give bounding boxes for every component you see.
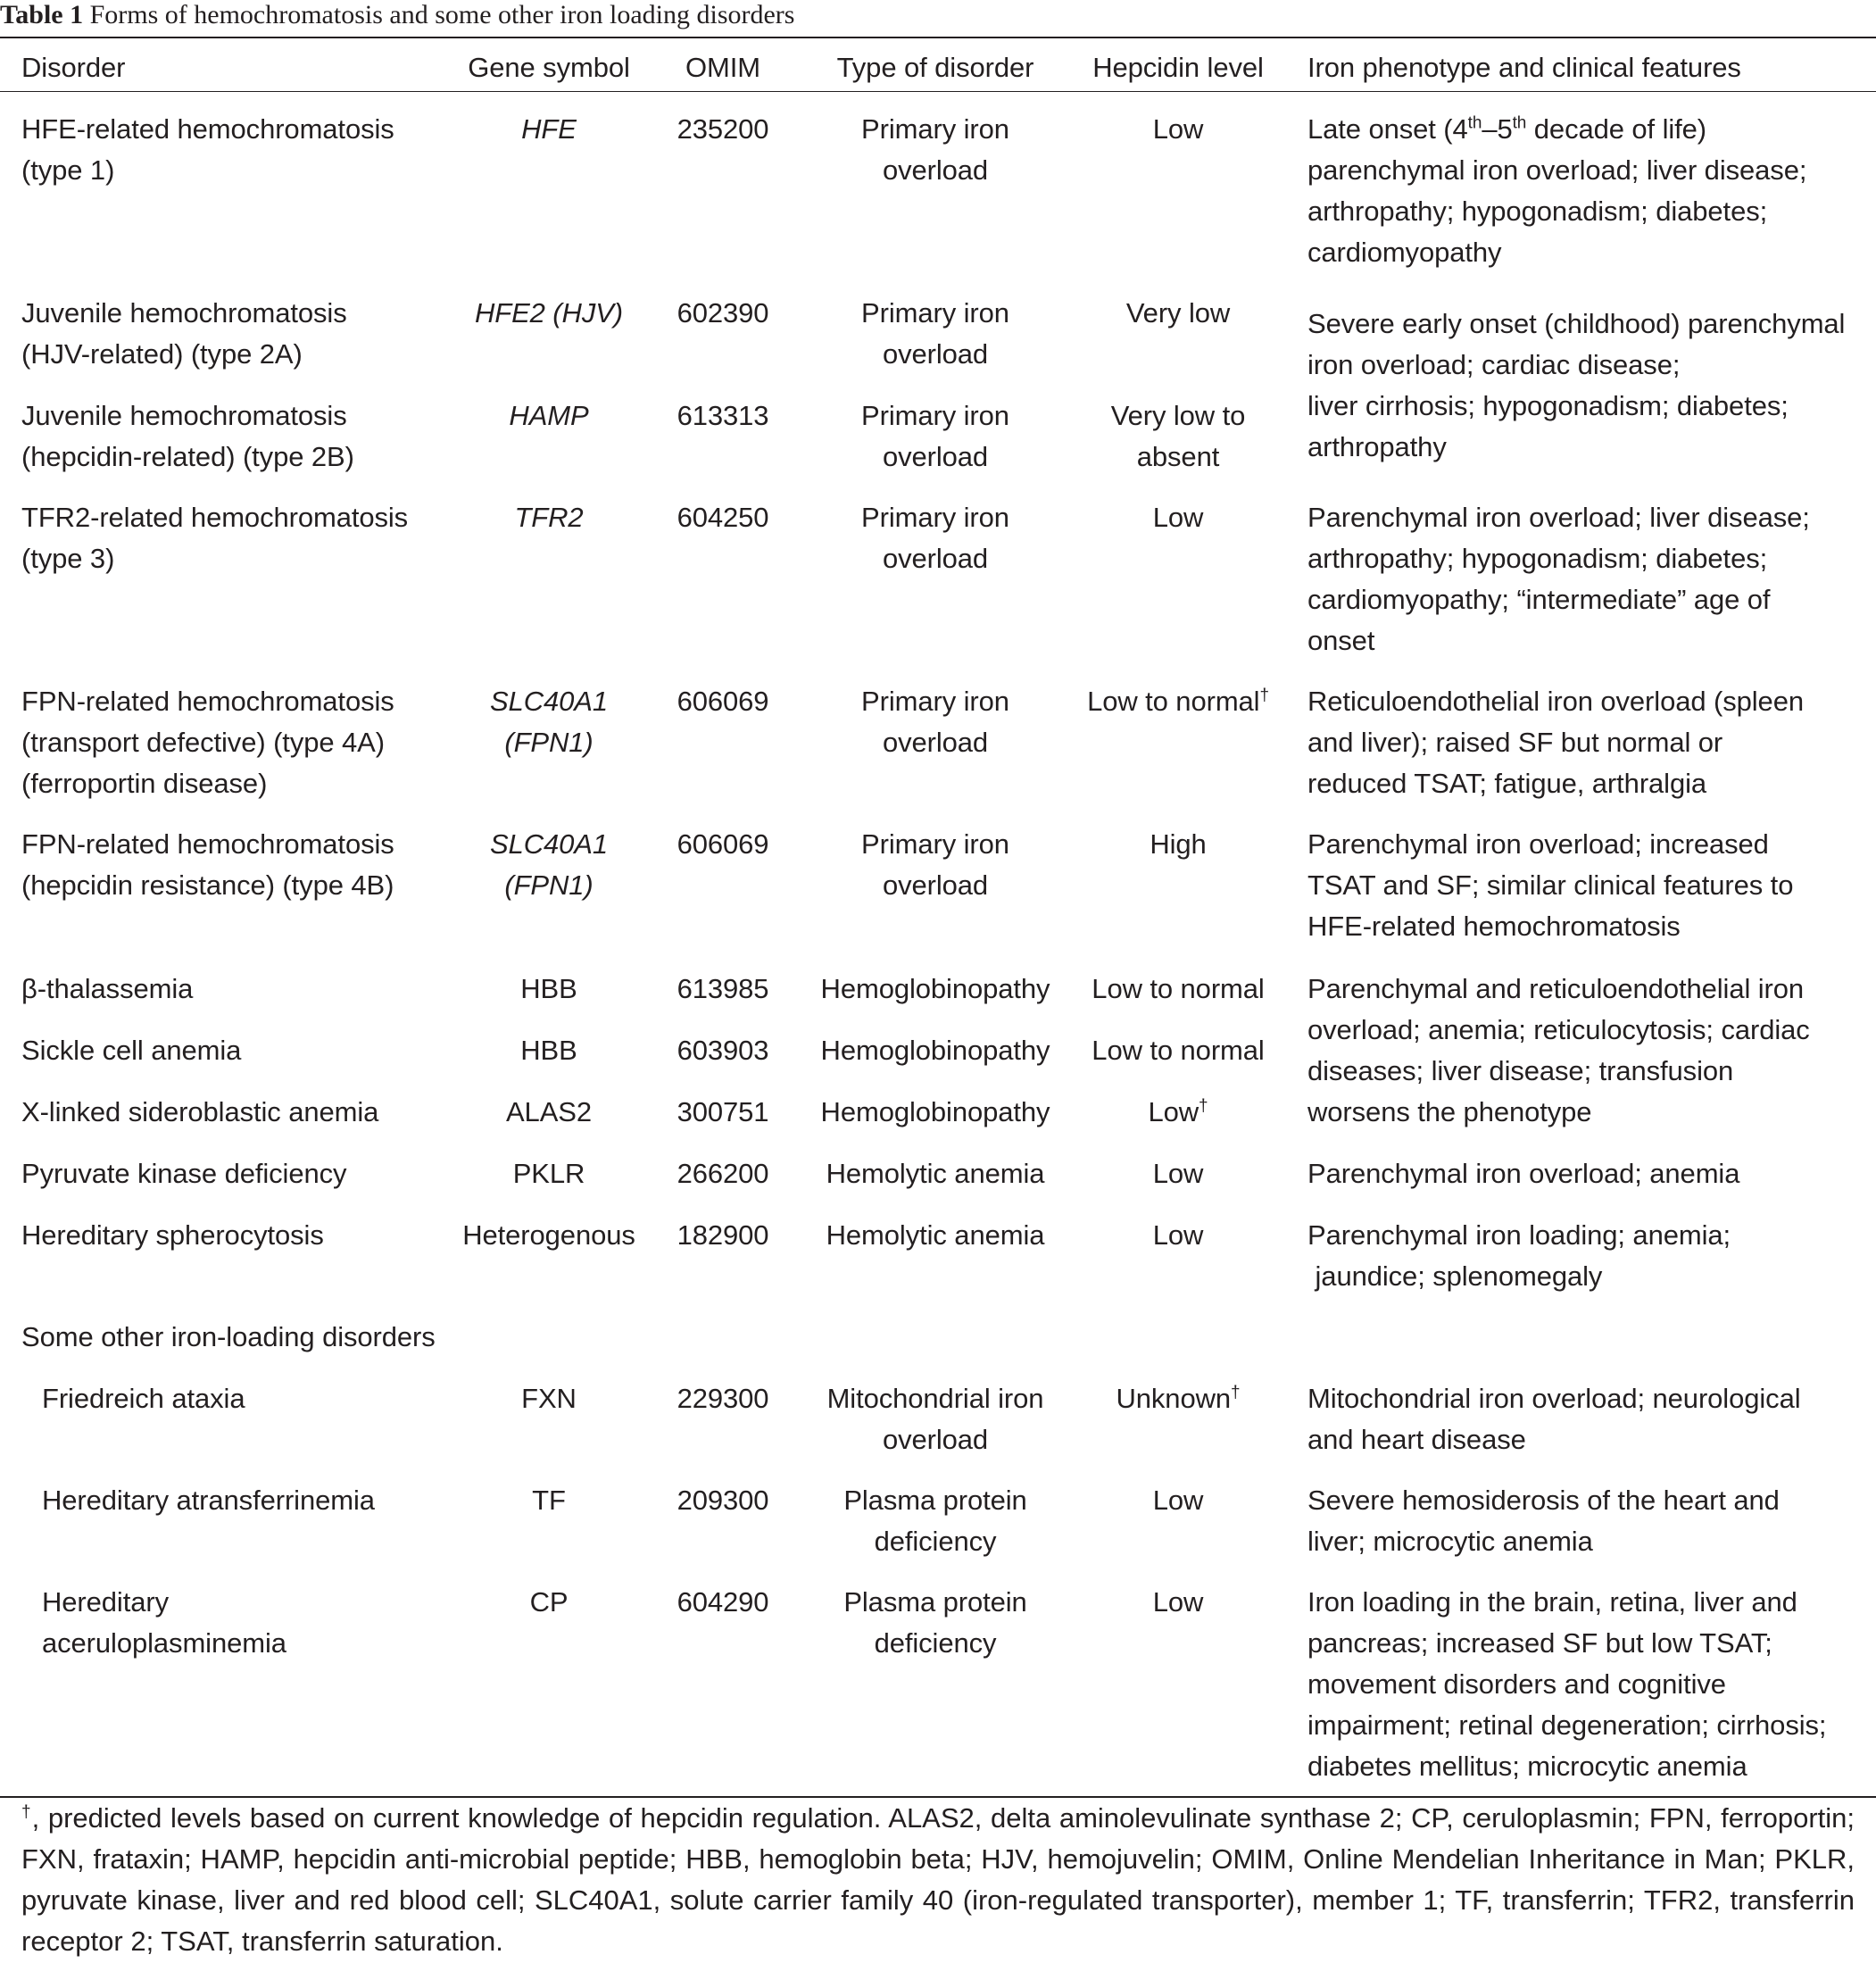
gene-symbol: Heterogenous — [462, 1219, 635, 1251]
omim-number: 606069 — [677, 828, 769, 860]
table-row-disorder: Friedreich ataxia — [42, 1383, 245, 1414]
disorder-type: Hemolytic anemia — [826, 1219, 1045, 1251]
top-rule — [0, 37, 1876, 38]
phenotype-text: Late onset (4th–5th decade of life) parenchymal iron overload; liver disease; arthropathy; hypogonadism; diabetes; cardiomyopathy — [1307, 113, 1807, 268]
disorder-type: Plasma protein deficiency — [843, 1586, 1027, 1659]
gene-symbol: FXN — [521, 1383, 577, 1414]
table-row-disorder: β-thalassemia — [21, 973, 194, 1004]
phenotype-text: Reticuloendothelial iron overload (spleen and liver); raised SF but normal or reduced TSAT; fatigue, arthralgia — [1307, 686, 1804, 799]
section-heading: Some other iron-loading disorders — [21, 1321, 436, 1352]
phenotype-text: Severe hemosiderosis of the heart and liver; microcytic anemia — [1307, 1485, 1780, 1557]
disorder-type: Hemoglobinopathy — [820, 973, 1050, 1004]
omim-number: 603903 — [677, 1035, 769, 1066]
table-row-disorder: HFE-related hemochromatosis (type 1) — [21, 113, 394, 186]
table-label: Table 1 — [0, 0, 84, 29]
hepcidin-level: Low — [1152, 1219, 1204, 1251]
disorder-type: Primary iron overload — [861, 297, 1009, 370]
col-header-phenotype: Iron phenotype and clinical features — [1307, 52, 1741, 83]
gene-symbol: HAMP — [509, 400, 589, 431]
phenotype-text-merged: Parenchymal and reticuloendothelial iron overload; anemia; reticulocytosis; cardiac diseases; liver disease; transfusion worsens the phenotype — [1307, 973, 1810, 1127]
disorder-type: Hemoglobinopathy — [820, 1035, 1050, 1066]
disorder-type: Mitochondrial iron overload — [826, 1383, 1044, 1455]
hepcidin-level: Low to normal† — [1087, 686, 1269, 717]
table-row-disorder: Juvenile hemochromatosis (hepcidin-related) (type 2B) — [21, 400, 354, 472]
table-row-disorder: Hereditary spherocytosis — [21, 1219, 324, 1251]
omim-number: 613313 — [677, 400, 769, 431]
disorder-type: Hemolytic anemia — [826, 1158, 1045, 1189]
hepcidin-level: Low to normal — [1092, 1035, 1265, 1066]
gene-symbol: SLC40A1 (FPN1) — [489, 828, 608, 901]
hepcidin-level: Very low — [1125, 297, 1231, 329]
omim-number: 182900 — [677, 1219, 769, 1251]
gene-symbol: CP — [529, 1586, 569, 1618]
omim-number: 602390 — [677, 297, 769, 329]
hepcidin-level: Low† — [1148, 1096, 1208, 1127]
phenotype-text-merged: Severe early onset (childhood) parenchymal iron overload; cardiac disease; liver cirrhosis; hypogonadism; diabetes; arthropathy — [1307, 308, 1846, 462]
gene-symbol: HFE2 (HJV) — [474, 297, 624, 329]
col-header-hepcidin: Hepcidin level — [1092, 52, 1264, 83]
table-row-disorder: Sickle cell anemia — [21, 1035, 242, 1066]
gene-symbol: HBB — [520, 973, 577, 1004]
table-row-disorder: Pyruvate kinase deficiency — [21, 1158, 347, 1189]
omim-number: 604250 — [677, 502, 769, 533]
table-row-disorder: Hereditary aceruloplasminemia — [42, 1586, 286, 1659]
gene-symbol: HBB — [520, 1035, 577, 1066]
omim-number: 300751 — [677, 1096, 769, 1127]
table-footnote — [21, 1798, 1855, 1962]
phenotype-text: Parenchymal iron loading; anemia; jaundice; splenomegaly — [1307, 1219, 1731, 1292]
phenotype-text: Parenchymal iron overload; liver disease; arthropathy; hypogonadism; diabetes; cardiomyopathy; “intermediate” age of onset — [1307, 502, 1810, 656]
phenotype-text: Mitochondrial iron overload; neurological and heart disease — [1307, 1383, 1801, 1455]
table-caption — [0, 0, 1876, 34]
hepcidin-level: Low — [1152, 1485, 1204, 1516]
gene-symbol: ALAS2 — [505, 1096, 592, 1127]
table-row-disorder: X-linked sideroblastic anemia — [21, 1096, 379, 1127]
col-header-gene: Gene symbol — [468, 52, 630, 83]
gene-symbol: PKLR — [512, 1158, 585, 1189]
gene-symbol: TF — [532, 1485, 566, 1516]
table-row-disorder: Hereditary atransferrinemia — [42, 1485, 375, 1516]
hepcidin-level: Low — [1152, 1158, 1204, 1189]
omim-number: 266200 — [677, 1158, 769, 1189]
hepcidin-level: Very low to absent — [1110, 400, 1246, 472]
hepcidin-level: Low — [1152, 113, 1204, 145]
hepcidin-level: Low — [1152, 1586, 1204, 1618]
hepcidin-level: High — [1150, 828, 1207, 860]
footnote-text: , predicted levels based on current knowledge of hepcidin regulation. ALAS2, delta aminolevulinate synthase 2; CP, ceruloplasmin; FPN, ferroportin; FXN, frataxin; HAMP, hepcidin anti-microbial peptide; HBB, hemoglobin beta; HJV, hemojuvelin; OMIM, Online Mendelian Inheritance in Man; PKLR, pyruvate kinase, liver and red blood cell; SLC40A1, solute carrier family 40 (iron-regulated transporter), member 1; TF, transferrin; TFR2, transferrin receptor 2; TSAT, transferrin saturation. — [21, 1802, 1855, 1957]
phenotype-text: Parenchymal iron overload; increased TSAT and SF; similar clinical features to HFE-related hemochromatosis — [1307, 828, 1794, 942]
phenotype-text: Iron loading in the brain, retina, liver and pancreas; increased SF but low TSAT; movement disorders and cognitive impairment; retinal degeneration; cirrhosis; diabetes mellitus; microcytic anemia — [1307, 1586, 1827, 1782]
col-header-type: Type of disorder — [836, 52, 1034, 83]
table-row-disorder: FPN-related hemochromatosis (transport defective) (type 4A) (ferroportin disease) — [21, 686, 394, 799]
gene-symbol: SLC40A1 (FPN1) — [489, 686, 608, 758]
table-row-disorder: TFR2-related hemochromatosis (type 3) — [21, 502, 409, 574]
phenotype-text: Parenchymal iron overload; anemia — [1307, 1158, 1740, 1189]
gene-symbol: HFE — [521, 113, 577, 145]
omim-number: 613985 — [677, 973, 769, 1004]
table-row-disorder: FPN-related hemochromatosis (hepcidin resistance) (type 4B) — [21, 828, 394, 901]
disorder-type: Primary iron overload — [861, 400, 1009, 472]
omim-number: 229300 — [677, 1383, 769, 1414]
table-row-disorder: Juvenile hemochromatosis (HJV-related) (type 2A) — [21, 297, 347, 370]
disorder-type: Primary iron overload — [861, 113, 1009, 186]
disorder-type: Primary iron overload — [861, 828, 1009, 901]
hepcidin-level: Unknown† — [1116, 1383, 1241, 1414]
omim-number: 604290 — [677, 1586, 769, 1618]
header-rule — [0, 91, 1876, 92]
col-header-omim: OMIM — [685, 52, 760, 83]
omim-number: 606069 — [677, 686, 769, 717]
disorder-type: Hemoglobinopathy — [820, 1096, 1050, 1127]
disorder-type: Primary iron overload — [861, 502, 1009, 574]
hepcidin-level: Low to normal — [1092, 973, 1265, 1004]
dagger-mark: † — [21, 1802, 32, 1822]
table-title: Forms of hemochromatosis and some other iron loading disorders — [89, 0, 795, 29]
gene-symbol: TFR2 — [514, 502, 584, 533]
disorder-type: Plasma protein deficiency — [843, 1485, 1027, 1557]
omim-number: 235200 — [677, 113, 769, 145]
hepcidin-level: Low — [1152, 502, 1204, 533]
omim-number: 209300 — [677, 1485, 769, 1516]
col-header-disorder: Disorder — [21, 52, 126, 83]
disorder-type: Primary iron overload — [861, 686, 1009, 758]
